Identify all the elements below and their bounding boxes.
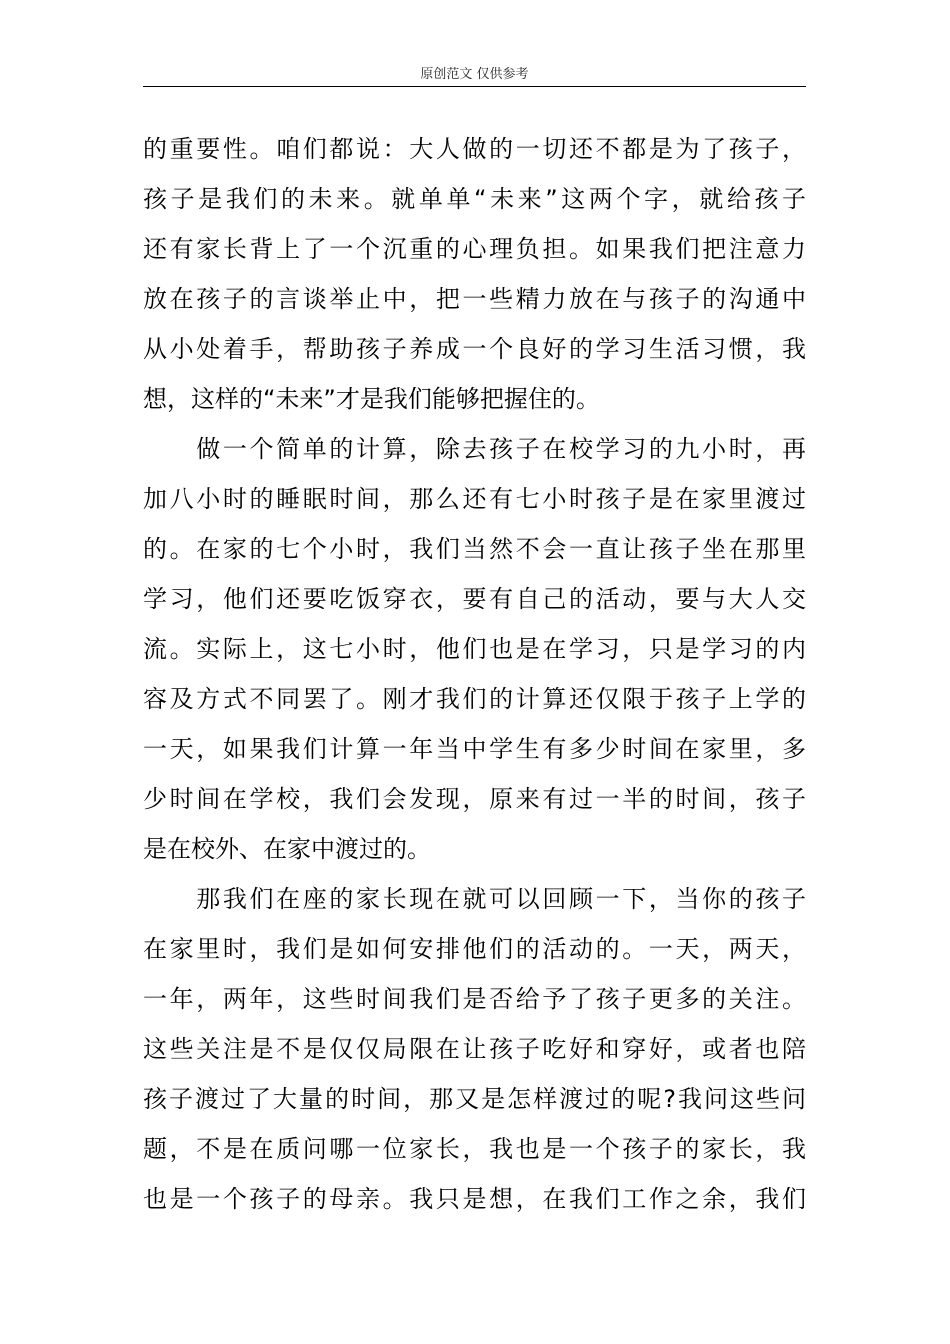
header-divider [143,86,806,87]
text-line: 是在校外、在家中渡过的。 [143,835,431,863]
text-line: 加八小时的睡眠时间，那么还有七小时孩子是在家里渡过 [143,485,806,513]
document-body [143,124,806,1224]
text-line: 一天，如果我们计算一年当中学生有多少时间在家里，多 [143,735,806,763]
text-line: 的重要性。咱们都说：大人做的一切还不都是为了孩子， [143,135,806,163]
text-line: 一年，两年，这些时间我们是否给予了孩子更多的关注。 [143,985,806,1013]
text-line: 想，这样的“未来”才是我们能够把握住的。 [143,385,600,413]
page-header: 原创范文 仅供参考 [420,67,529,82]
text-line: 学习，他们还要吃饭穿衣，要有自己的活动，要与大人交 [143,585,806,613]
text-line: 从小处着手，帮助孩子养成一个良好的学习生活习惯，我 [143,335,806,363]
text-line: 还有家长背上了一个沉重的心理负担。如果我们把注意力 [143,235,806,263]
text-line: 少时间在学校，我们会发现，原来有过一半的时间，孩子 [143,785,806,813]
text-line: 孩子是我们的未来。就单单“未来”这两个字，就给孩子 [143,185,806,213]
text-line: 的。在家的七个小时，我们当然不会一直让孩子坐在那里 [143,535,806,563]
text-line: 也是一个孩子的母亲。我只是想，在我们工作之余，我们 [143,1185,806,1213]
text-line: 在家里时，我们是如何安排他们的活动的。一天，两天， [143,935,806,963]
text-line: 放在孩子的言谈举止中，把一些精力放在与孩子的沟通中 [143,285,806,313]
text-line: 那我们在座的家长现在就可以回顾一下，当你的孩子 [143,885,806,913]
text-line: 容及方式不同罢了。刚才我们的计算还仅限于孩子上学的 [143,685,806,713]
text-line: 做一个简单的计算，除去孩子在校学习的九小时，再 [143,435,806,463]
text-line: 流。实际上，这七小时，他们也是在学习，只是学习的内 [143,635,806,663]
text-line: 这些关注是不是仅仅局限在让孩子吃好和穿好，或者也陪 [143,1035,806,1063]
text-line: 题，不是在质问哪一位家长，我也是一个孩子的家长，我 [143,1135,806,1163]
text-line: 孩子渡过了大量的时间，那又是怎样渡过的呢?我问这些问 [143,1085,806,1113]
